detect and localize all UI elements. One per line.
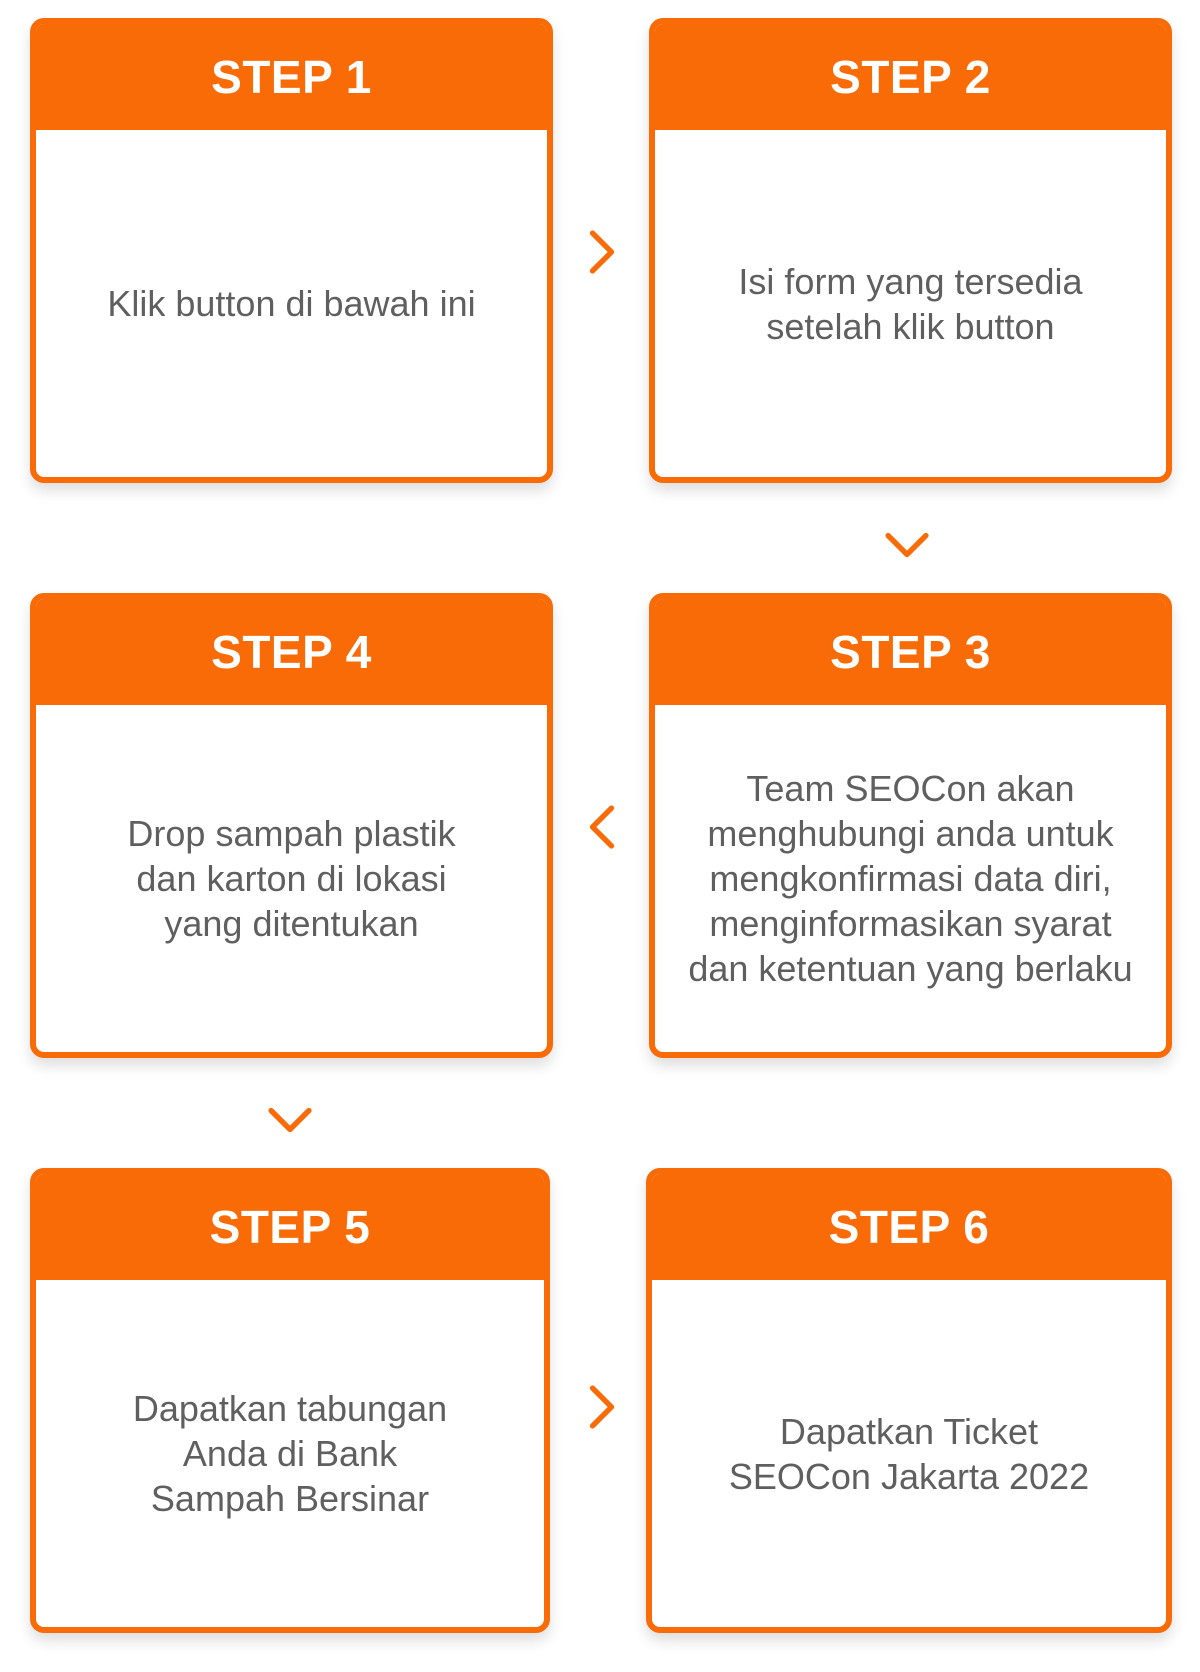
step-4-card [30,593,553,1058]
step-6-title: STEP 6 [828,1201,990,1253]
chevron-down-icon [880,518,934,572]
chevron-left-icon [575,800,629,854]
step-5-body [36,1280,544,1627]
step-5-header [36,1174,544,1280]
step-5-title: STEP 5 [209,1201,371,1253]
chevron-down-icon [263,1093,317,1147]
step-6-text: Dapatkan Ticket SEOCon Jakarta 2022 [728,1410,1090,1497]
step-5-text: Dapatkan tabungan Anda di Bank Sampah Bersinar [132,1388,448,1519]
step-3-text: Team SEOCon akan menghubungi anda untuk mengkonfirmasi data diri, menginformasikan syarat dan ketentuan yang berlaku [688,768,1133,989]
step-2-card [649,18,1172,483]
step-1-body [36,130,547,477]
step-6-body [652,1280,1166,1627]
step-2-header [655,24,1166,130]
step-2-title: STEP 2 [830,51,991,103]
step-4-title: STEP 4 [211,626,372,678]
step-3-body [655,705,1166,1052]
step-4-body [36,705,547,1052]
step-2-body [655,130,1166,477]
chevron-right-icon [575,225,629,279]
step-1-text: Klik button di bawah ini [107,283,476,324]
step-1-card [30,18,553,483]
step-4-text: Drop sampah plastik dan karton di lokasi yang ditentukan [127,813,456,944]
step-1-title: STEP 1 [211,51,372,103]
step-3-title: STEP 3 [830,626,991,678]
step-3-header [655,599,1166,705]
step-5-card [30,1168,550,1633]
step-1-header [36,24,547,130]
step-6-header [652,1174,1166,1280]
step-4-header [36,599,547,705]
step-2-text: Isi form yang tersedia setelah klik button [738,260,1083,347]
step-6-card [646,1168,1172,1633]
chevron-right-icon [575,1380,629,1434]
step-3-card [649,593,1172,1058]
